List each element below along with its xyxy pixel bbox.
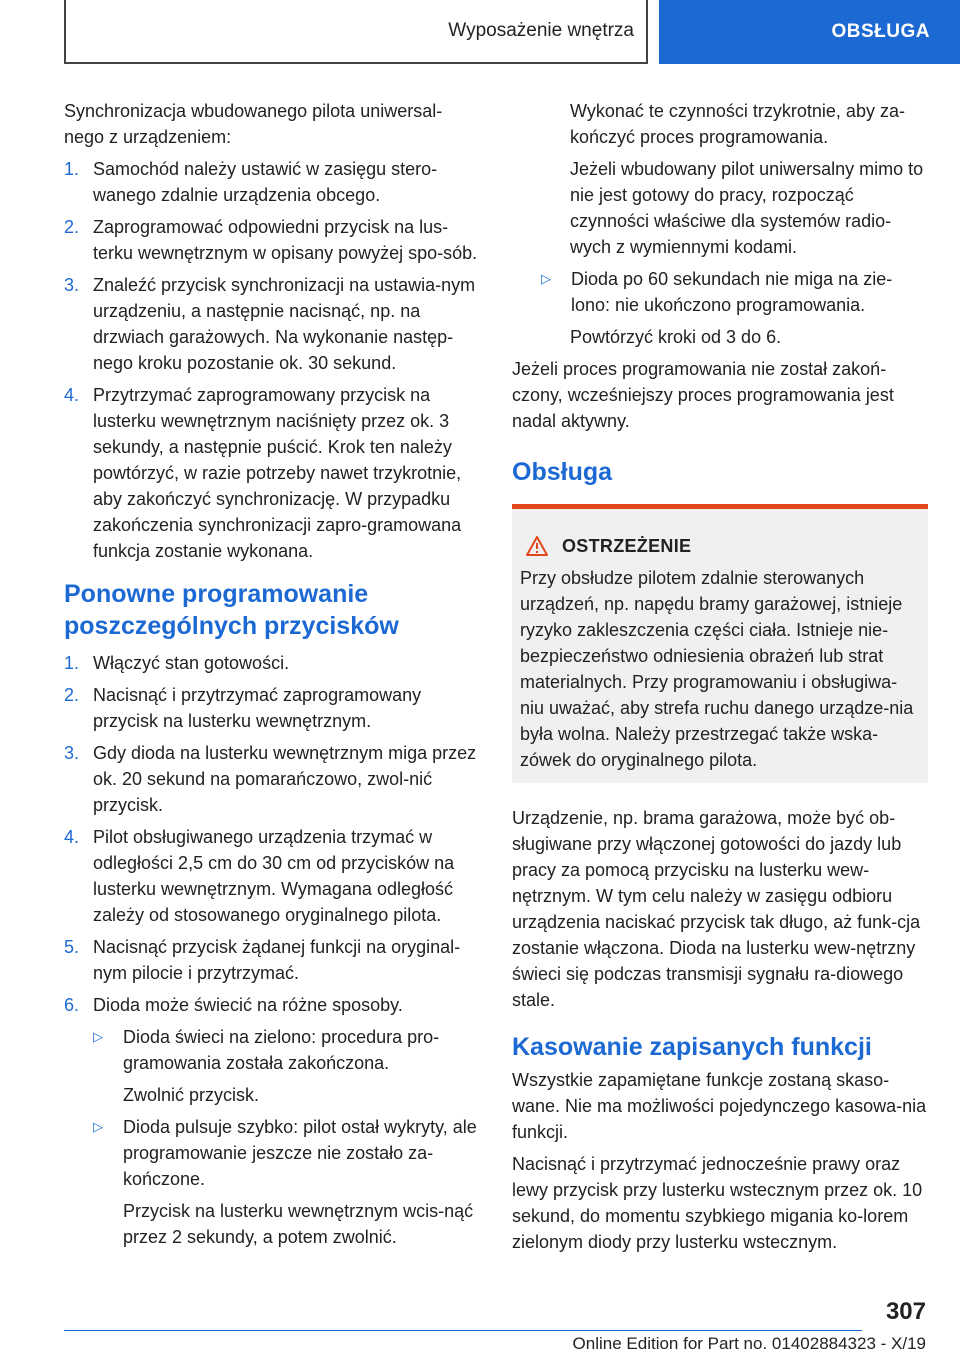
bullet-followup: Powtórzyć kroki od 3 do 6. (570, 327, 782, 347)
section-heading: Kasowanie zapisanych funkcji (512, 1033, 872, 1061)
list-item (64, 992, 478, 1018)
step-text: Zaprogramować odpowiedni przycisk na lus-terku wewnętrznym w opisany powyżej spo-sób. (93, 217, 478, 263)
step-text: Dioda może świecić na różne sposoby. (93, 995, 403, 1015)
bullet-item (93, 1024, 478, 1076)
body-paragraph: Nacisnąć i przytrzymać jednocześnie prawy oraz lewy przycisk przy lusterku wstecznym przez ok. 10 sekund, do momentu szybkiego migania ko-lorem zielonym diody przy lusterku wstecznym. (512, 1154, 923, 1252)
edition-footer: Online Edition for Part no. 01402884323 - X/19 (572, 1334, 926, 1353)
intro-paragraph: Synchronizacja wbudowanego pilota uniwersal-nego z urządzeniem: (64, 101, 443, 147)
footer-divider (64, 1330, 862, 1331)
warning-title: OSTRZEŻENIE (562, 536, 692, 556)
step-number: 2. (64, 685, 80, 705)
bullet-followup: Przycisk na lusterku wewnętrznym wcis-nąć przez 2 sekundy, a potem zwolnić. (123, 1201, 474, 1247)
section-tab[interactable] (659, 0, 960, 64)
warning-triangle-icon (526, 536, 562, 556)
step-number: 5. (64, 937, 80, 957)
list-item (64, 824, 478, 928)
list-item (64, 214, 478, 266)
warning-header (520, 533, 918, 559)
left-column (64, 98, 478, 1256)
step-number: 1. (64, 159, 80, 179)
right-column (512, 98, 928, 1261)
triangle-bullet-icon: ▷ (93, 1029, 103, 1044)
step-text: Pilot obsługiwanego urządzenia trzymać w odległości 2,5 cm do 30 cm od przycisków na lusterku wewnętrznym. Wymagana odległość zależy od stosowanego oryginalnego pilota. (93, 827, 455, 925)
body-paragraph: Wszystkie zapamiętane funkcje zostaną skaso-wane. Nie ma możliwości pojedynczego kasowa-nia funkcji. (512, 1070, 927, 1142)
step-text: Włączyć stan gotowości. (93, 653, 290, 673)
step-number: 4. (64, 827, 80, 847)
section-heading: Obsługa (512, 458, 613, 486)
step-number: 4. (64, 385, 80, 405)
warning-text: Przy obsłudze pilotem zdalnie sterowanych urządzeń, np. napędu bramy garażowej, istnieje ryzyko zakleszczenia części ciała. Istnieje nie-bezpieczeństwo odniesienia obrażeń lub strat materialnych. Przy programowaniu i obsługiwa-niu uważać, aby strefa ruchu danego urządze-nia była wolna. Należy przestrzegać także wska-zówek do oryginalnego pilota. (520, 568, 914, 770)
step-text: Samochód należy ustawić w zasięgu stero-wanego zdalnie urządzenia obcego. (93, 159, 438, 205)
step-text: Nacisnąć przycisk żądanej funkcji na oryginal-nym pilocie i przytrzymać. (93, 937, 461, 983)
step-text: Gdy dioda na lusterku wewnętrznym miga przez ok. 20 sekund na pomarańczowo, zwol-nić przycisk. (93, 743, 477, 815)
body-paragraph: Urządzenie, np. brama garażowa, może być ob-sługiwane przy włączonej gotowości do jazdy lub pracy za pomocą przycisku na lusterku wew-nętrznym. W tym celu należy w zasięgu odbioru urządzenia naciskać przycisk tak długo, aż funk-cja zostanie włączona. Dioda na lusterku wew-nętrzny świeci się podczas transmisji sygnału ra-diowego stale. (512, 808, 921, 1010)
body-paragraph: Jeżeli proces programowania nie został zakoń-czony, wcześniejszy proces programowania jest nadal aktywny. (512, 359, 894, 431)
list-item (64, 650, 478, 676)
bullet-item (541, 266, 928, 318)
list-item (64, 156, 478, 208)
step-number: 2. (64, 217, 80, 237)
page-number: 307 (885, 1298, 926, 1325)
list-item (64, 740, 478, 818)
list-item (64, 934, 478, 986)
warning-box (512, 504, 928, 783)
step-text: Przytrzymać zaprogramowany przycisk na lusterku wewnętrznym naciśnięty przez ok. 3 sekundy, a następnie puścić. Krok ten należy powtórzyć, w razie potrzeby nawet trzykrotnie, aby zakończyć synchronizację. W przypadku zakończenia synchronizacji zapro-gramowana funkcja zostanie wykonana. (93, 385, 462, 561)
chapter-header (64, 0, 648, 64)
triangle-bullet-icon: ▷ (541, 271, 551, 286)
step-number: 6. (64, 995, 80, 1015)
continuation-paragraph: Wykonać te czynności trzykrotnie, aby za-kończyć proces programowania. (570, 101, 905, 147)
section-label: OBSŁUGA (831, 21, 930, 42)
bullet-text: Dioda po 60 sekundach nie miga na zie-lono: nie ukończono programowania. (571, 269, 893, 315)
triangle-bullet-icon: ▷ (93, 1119, 103, 1134)
step-number: 3. (64, 275, 80, 295)
bullet-item (93, 1114, 478, 1192)
list-item (64, 272, 478, 376)
step-number: 1. (64, 653, 80, 673)
step-text: Nacisnąć i przytrzymać zaprogramowany przycisk na lusterku wewnętrznym. (93, 685, 422, 731)
section-heading: Ponowne programowanie poszczególnych przycisków (64, 580, 399, 640)
bullet-text: Dioda świeci na zielono: procedura pro-gramowania została zakończona. (123, 1027, 440, 1073)
chapter-title: Wyposażenie wnętrza (448, 20, 634, 41)
bullet-text: Dioda pulsuje szybko: pilot ostał wykryty, ale programowanie jeszcze nie zostało za-kończone. (123, 1117, 477, 1189)
bullet-followup: Zwolnić przycisk. (123, 1085, 260, 1105)
step-number: 3. (64, 743, 80, 763)
list-item (64, 382, 478, 564)
step-text: Znaleźć przycisk synchronizacji na ustawia-nym urządzeniu, a następnie nacisnąć, np. na drzwiach garażowych. Na wykonanie następ-nego kroku pozostanie ok. 30 sekund. (93, 275, 476, 373)
continuation-paragraph: Jeżeli wbudowany pilot uniwersalny mimo to nie jest gotowy do pracy, rozpocząć czynności właściwe dla systemów radio-wych z wymiennymi kodami. (570, 159, 924, 257)
list-item (64, 682, 478, 734)
